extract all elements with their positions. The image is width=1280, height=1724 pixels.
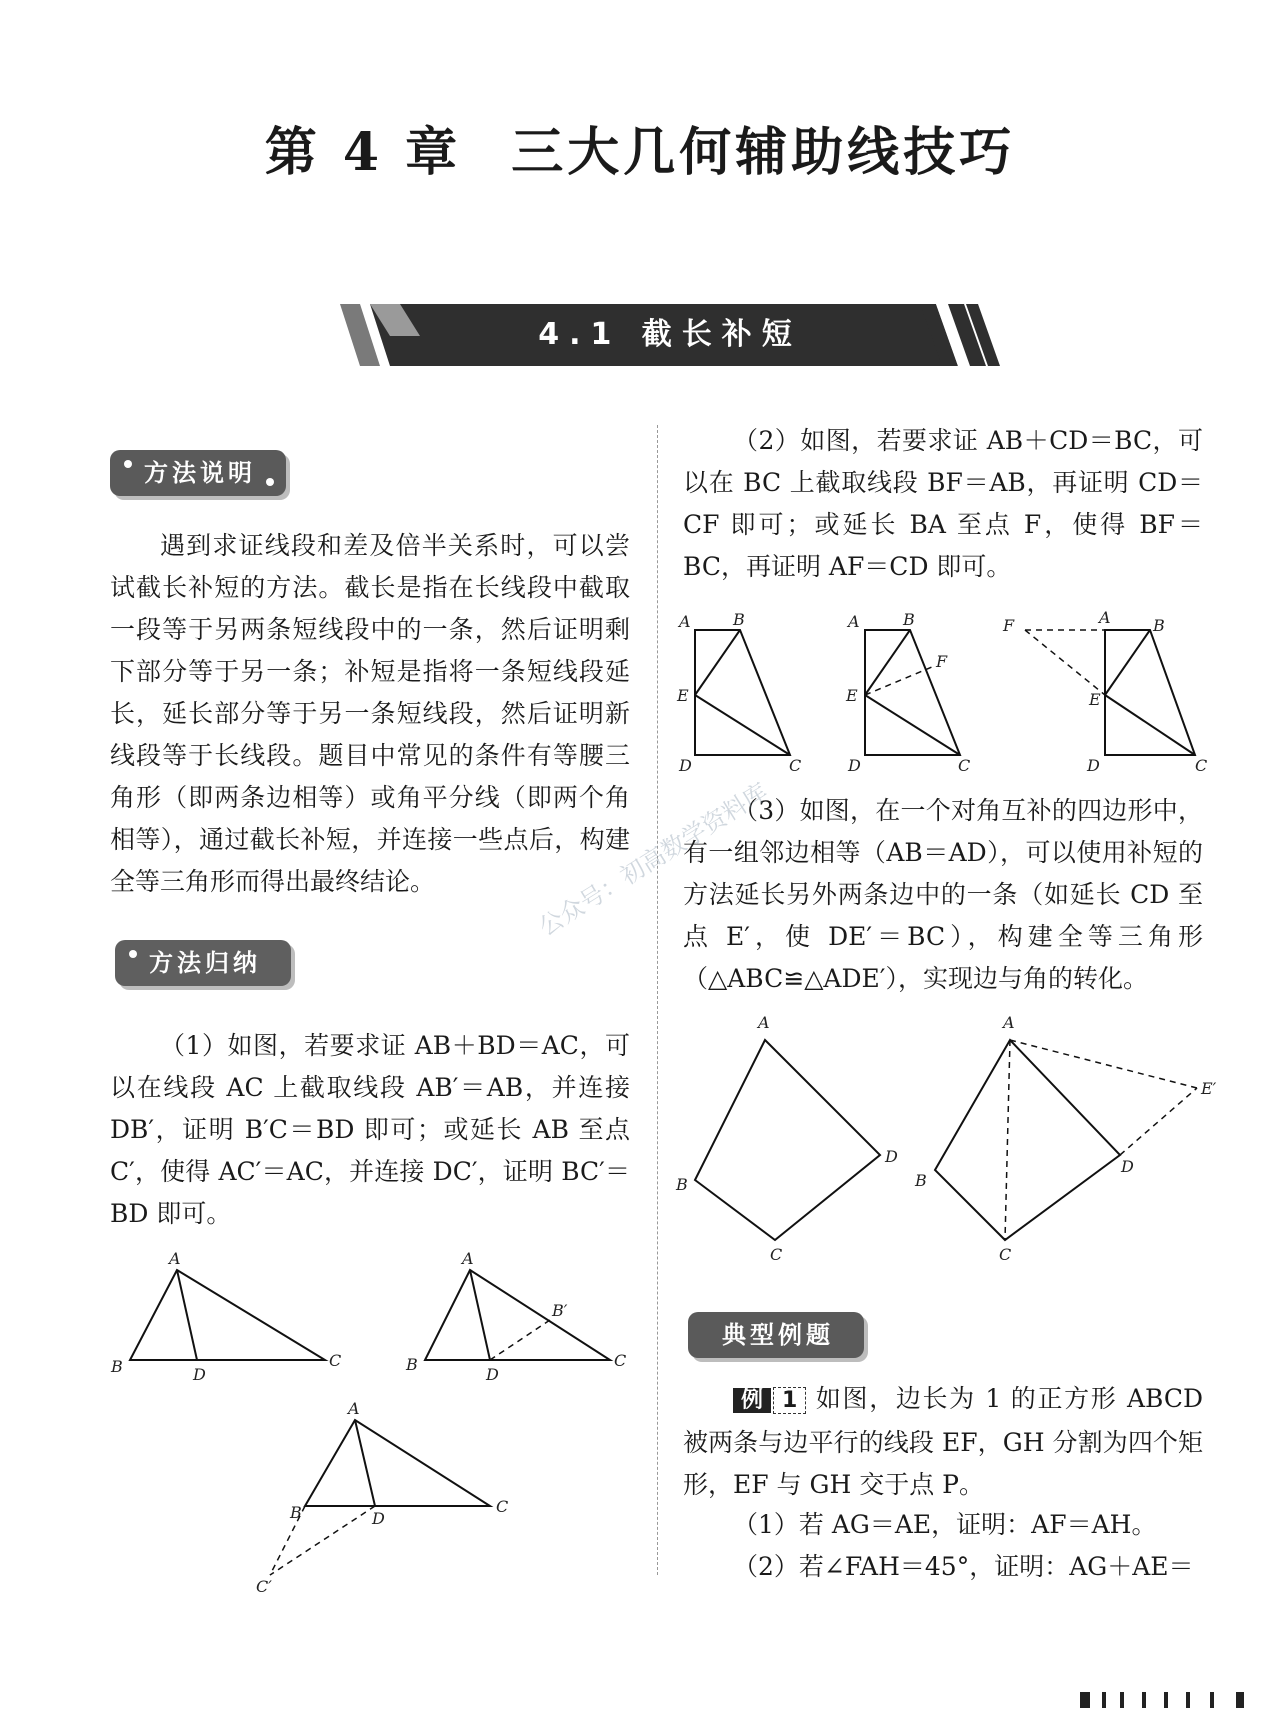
trapezoid-abcd xyxy=(865,630,960,755)
method-explain-text: 遇到求证线段和差及倍半关系时，可以尝试截长补短的方法。截长是指在长线段中截取一段等于另两条短线段中的一条，然后证明剩下部分等于另一条；补短是指将一条短线段延长，延长部分等于另一条短线段，然后证明新线段等于长线段。题目中常见的条件有等腰三角形（即两条边相等）或角平分线（即两个角相等），通过截长补短，并连接一些点后，构建全等三角形而得出最终结论。 xyxy=(110,531,630,896)
triangle-abc xyxy=(130,1270,325,1360)
point-label-c: C xyxy=(614,1351,627,1370)
point-label-d: D xyxy=(1121,1157,1134,1176)
point-label-a: A xyxy=(758,1013,770,1032)
typical-examples-label: 典型例题 xyxy=(722,1321,834,1349)
tag-dot xyxy=(266,478,274,486)
point-label-b-prime: B′ xyxy=(552,1301,568,1320)
point-label-e: E xyxy=(677,686,689,705)
example-1-intro: 如图，边长为 1 的正方形 ABCD 被两条与边平行的线段 EF，GH 分割为四个矩形，EF 与 GH 交于点 P。 xyxy=(683,1384,1204,1499)
quadrilateral-abcd xyxy=(935,1040,1120,1240)
method-explain-tag xyxy=(110,450,286,496)
summary-2-text: （2）如图，若要求证 AB＋CD＝BC，可以在 BC 上截取线段 BF＝AB，再证明 CD＝CF 即可；或延长 BA 至点 F，使得 BF＝BC，再证明 AF＝CD 即可。 xyxy=(683,426,1203,581)
figure-triangle-basic xyxy=(105,1250,355,1390)
example-1 xyxy=(683,1378,1203,1506)
point-label-a: A xyxy=(848,612,860,631)
triangle-abc xyxy=(305,1420,490,1506)
figure-quad-2 xyxy=(905,1010,1225,1260)
point-label-d: D xyxy=(486,1365,499,1384)
tag-dot xyxy=(129,950,137,958)
point-label-b: B xyxy=(290,1503,302,1522)
point-label-d: D xyxy=(679,756,692,775)
point-label-c: C xyxy=(999,1245,1012,1260)
figure-quad-1 xyxy=(670,1010,910,1260)
summary-1-text: （1）如图，若要求证 AB＋BD＝AC，可以在线段 AC 上截取线段 AB′＝AB，并连接 DB′，证明 B′C＝BD 即可；或延长 AB 至点 C′，使得 AC′＝AC，并连接 DC′，证明 BC′＝BD 即可。 xyxy=(110,1031,630,1228)
dashed-de-prime xyxy=(1120,1088,1197,1155)
point-label-c: C xyxy=(958,756,971,775)
section-title: 4.1 截长补短 xyxy=(538,317,802,352)
point-label-b: B xyxy=(111,1357,123,1376)
segment-ec xyxy=(1105,695,1195,755)
point-label-f: F xyxy=(1003,616,1015,635)
point-label-b: B xyxy=(915,1171,927,1190)
point-label-a: A xyxy=(462,1250,474,1268)
point-label-c: C xyxy=(770,1245,783,1260)
point-label-c: C xyxy=(1195,756,1208,775)
triangle-abc xyxy=(425,1270,610,1360)
point-label-a: A xyxy=(169,1250,181,1268)
page-edge-marks xyxy=(1080,1690,1260,1710)
example-badge xyxy=(733,1380,806,1422)
section-banner xyxy=(330,300,1010,370)
point-label-c: C xyxy=(496,1497,509,1516)
dashed-fe xyxy=(1025,630,1105,695)
chapter-number: 第 4 章 xyxy=(264,122,462,183)
point-label-f: F xyxy=(936,652,948,671)
point-label-d: D xyxy=(885,1147,898,1166)
figure-trapezoid-1 xyxy=(675,605,825,775)
method-explain-label: 方法说明 xyxy=(144,459,256,487)
segment-ec xyxy=(695,695,790,755)
watermark: 公众号：初高数学资料库 xyxy=(533,777,773,942)
point-label-c-prime: C′ xyxy=(256,1577,272,1596)
segment-ad xyxy=(355,1420,375,1506)
method-summary-label: 方法归纳 xyxy=(149,949,261,977)
point-label-b: B xyxy=(733,610,745,629)
method-summary-tag xyxy=(115,940,291,986)
point-label-c: C xyxy=(789,756,802,775)
figure-triangle-extend xyxy=(250,1400,530,1600)
dashed-dc-prime xyxy=(270,1506,375,1575)
point-label-b: B xyxy=(1153,616,1165,635)
point-label-b: B xyxy=(676,1175,688,1194)
tag-dot xyxy=(124,460,132,468)
point-label-a: A xyxy=(1099,608,1111,627)
segment-ad xyxy=(177,1270,197,1360)
dashed-db-prime xyxy=(490,1320,550,1360)
point-label-b: B xyxy=(903,610,915,629)
point-label-d: D xyxy=(1087,756,1100,775)
point-label-d: D xyxy=(848,756,861,775)
point-label-e: E xyxy=(846,686,858,705)
segment-eb xyxy=(1105,630,1150,695)
example-badge-word: 例 xyxy=(733,1388,771,1413)
chapter-name: 三大几何辅助线技巧 xyxy=(511,122,1016,183)
point-label-d: D xyxy=(193,1365,206,1384)
point-label-d: D xyxy=(372,1509,385,1528)
segment-ad xyxy=(470,1270,490,1360)
figure-trapezoid-3 xyxy=(995,605,1215,775)
point-label-a: A xyxy=(348,1400,360,1418)
segment-eb xyxy=(695,630,740,695)
example-1-q2: （2）若∠FAH＝45°，证明：AG＋AE＝ xyxy=(733,1552,1194,1581)
typical-examples-tag xyxy=(688,1312,864,1358)
column-divider xyxy=(657,425,658,1575)
point-label-e: E xyxy=(1089,690,1101,709)
trapezoid-abcd xyxy=(695,630,790,755)
point-label-a: A xyxy=(679,612,691,631)
trapezoid-abcd xyxy=(1105,630,1195,755)
figure-triangle-cut xyxy=(400,1250,640,1390)
point-label-b: B xyxy=(406,1355,418,1374)
quadrilateral-abcd xyxy=(695,1040,880,1240)
example-badge-number: 1 xyxy=(773,1387,806,1414)
segment-ec xyxy=(865,695,960,755)
example-1-q1: （1）若 AG＝AE，证明：AF＝AH。 xyxy=(733,1510,1157,1539)
dashed-ae-prime xyxy=(1010,1040,1197,1088)
point-label-c: C xyxy=(329,1351,342,1370)
summary-3-text: （3）如图，在一个对角互补的四边形中，有一组邻边相等（AB＝AD），可以使用补短的方法延长另外两条边中的一条（如延长 CD 至点 E′，使 DE′＝BC），构建全等三角形（△ABC≌△ADE′），实现边与角的转化。 xyxy=(683,796,1203,993)
point-label-a: A xyxy=(1003,1013,1015,1032)
figure-trapezoid-2 xyxy=(840,605,990,775)
dashed-ac xyxy=(1005,1040,1010,1240)
chapter-title xyxy=(0,110,1280,185)
point-label-e-prime: E′ xyxy=(1201,1079,1217,1098)
